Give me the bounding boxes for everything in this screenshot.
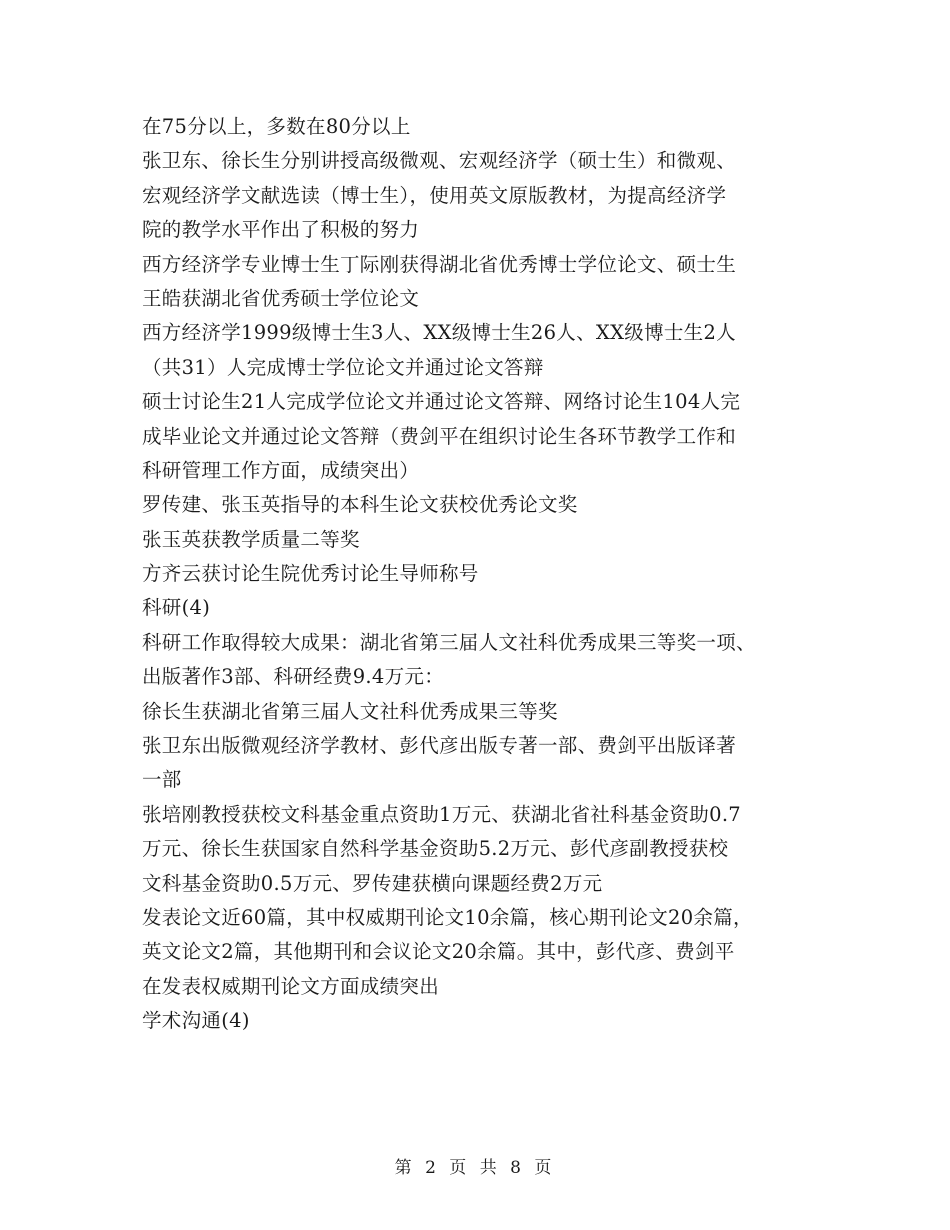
text-line: 学术沟通(4) [142, 1009, 250, 1033]
text-line: 徐长生获湖北省第三届人文社科优秀成果三等奖 [142, 699, 558, 723]
text-line: 文科基金资助0.5万元、罗传建获横向课题经费2万元 [142, 871, 603, 895]
text-line: 宏观经济学文献选读（博士生），使用英文原版教材，为提高经济学 [142, 183, 727, 207]
text-line: 科研管理工作方面，成绩突出） [142, 458, 420, 482]
text-line: 出版著作3部、科研经费9.4万元： [142, 665, 445, 689]
text-line: 西方经济学专业博士生丁际刚获得湖北省优秀博士学位论文、硕士生 [142, 252, 737, 276]
page-footer: 第 2 页 共 8 页 [394, 1158, 556, 1178]
text-line: 张培刚教授获校文科基金重点资助1万元、获湖北省社科基金资助0.7 [142, 802, 742, 826]
text-line: 张卫东、徐长生分别讲授高级微观、宏观经济学（硕士生）和微观、 [142, 149, 737, 173]
text-line: 方齐云获讨论生院优秀讨论生导师称号 [142, 562, 479, 586]
text-line: 科研(4) [142, 596, 211, 620]
text-line: 英文论文2篇，其他期刊和会议论文20余篇。其中，彭代彦、费剑平 [142, 940, 735, 964]
text-line: 西方经济学1999级博士生3人、XX级博士生26人、XX级博士生2人 [142, 321, 736, 345]
text-line: 王皓获湖北省优秀硕士学位论文 [142, 286, 420, 310]
text-line: 罗传建、张玉英指导的本科生论文获校优秀论文奖 [142, 493, 578, 517]
text-line: 院的教学水平作出了积极的努力 [142, 218, 420, 242]
text-line: 科研工作取得较大成果：湖北省第三届人文社科优秀成果三等奖一项、 [142, 630, 756, 654]
text-line: 在75分以上，多数在80分以上 [142, 115, 411, 138]
text-line: 在发表权威期刊论文方面成绩突出 [142, 974, 440, 998]
text-line: 万元、徐长生获国家自然科学基金资助5.2万元、彭代彦副教授获校 [142, 837, 729, 861]
text-line: 硕士讨论生21人完成学位论文并通过论文答辩、网络讨论生104人完 [142, 390, 741, 414]
text-line: 成毕业论文并通过论文答辩（费剑平在组织讨论生各环节教学工作和 [142, 424, 737, 448]
text-line: 发表论文近60篇，其中权威期刊论文10余篇，核心期刊论文20余篇， [142, 905, 753, 929]
text-line: 张玉英获教学质量二等奖 [142, 527, 360, 551]
text-line: 张卫东出版微观经济学教材、彭代彦出版专著一部、费剑平出版译著 [142, 734, 737, 758]
text-line: 一部 [142, 768, 182, 792]
text-line: （共31）人完成博士学位论文并通过论文答辩 [142, 355, 544, 379]
document-body [142, 110, 810, 1039]
